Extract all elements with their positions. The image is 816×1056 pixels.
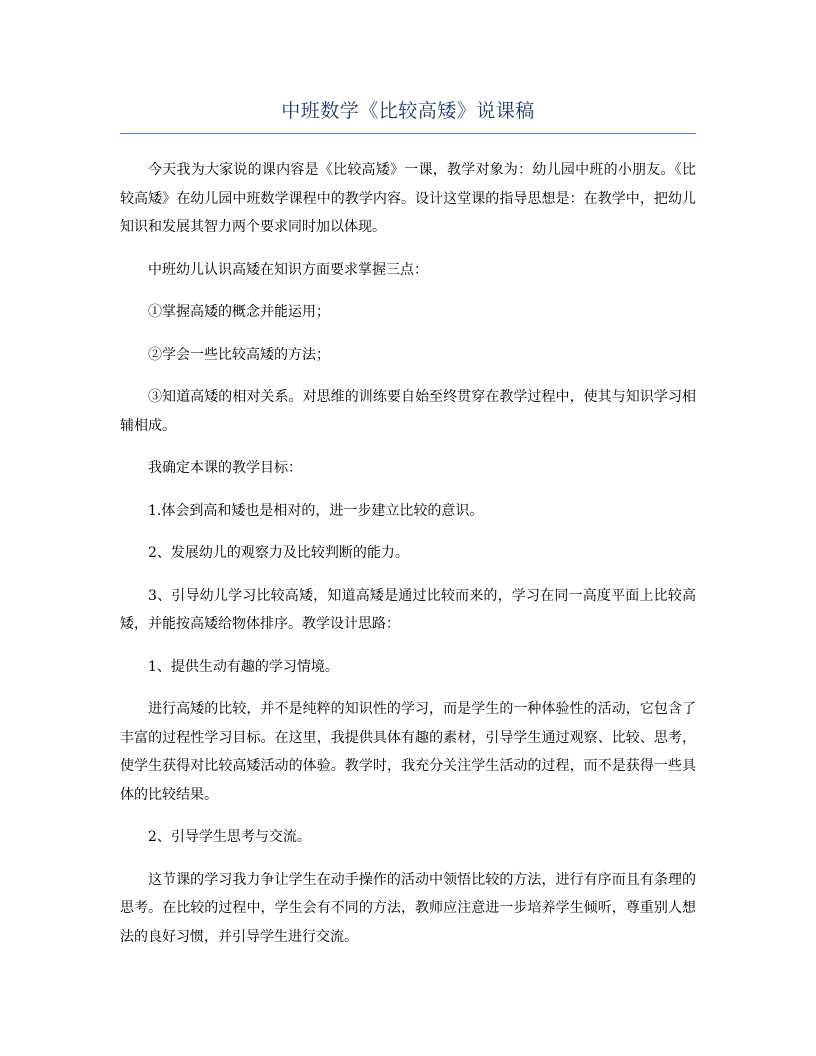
document-body <box>120 156 696 965</box>
paragraph-intro: 今天我为大家说的课内容是《比较高矮》一课，教学对象为：幼儿园中班的小朋友。《比较高矮》在幼儿园中班数学课程中的教学内容。设计这堂课的指导思想是：在教学中，把幼儿知识和发展其智力两个要求同时加以体现。 <box>120 162 696 235</box>
title-divider <box>120 133 696 134</box>
paragraph-design-1-body: 进行高矮的比较，并不是纯粹的知识性的学习，而是学生的一种体验性的活动，它包含了丰富的过程性学习目标。在这里，我提供具体有趣的素材，引导学生通过观察、比较、思考，使学生获得对比较高矮活动的体验。教学时，我充分关注学生活动的过程，而不是获得一些具体的比较结果。 <box>120 701 696 803</box>
paragraph-goal-1: 1.体会到高和矮也是相对的，进一步建立比较的意识。 <box>148 502 484 519</box>
paragraph-design-2-heading: 2、引导学生思考与交流。 <box>148 829 311 845</box>
paragraph-requirement-2: ②学会一些比较高矮的方法； <box>148 346 330 363</box>
paragraph-goal-3: 3、引导幼儿学习比较高矮，知道高矮是通过比较而来的，学习在同一高度平面上比较高矮，并能按高矮给物体排序。教学设计思路： <box>120 587 696 632</box>
paragraph-design-1-heading: 1、提供生动有趣的学习情境。 <box>148 658 339 675</box>
paragraph-requirement-1: ①掌握高矮的概念并能运用； <box>148 304 330 320</box>
paragraph-requirements-heading: 中班幼儿认识高矮在知识方面要求掌握三点： <box>148 261 428 278</box>
paragraph-goal-2: 2、发展幼儿的观察力及比较判断的能力。 <box>148 545 409 561</box>
page-title: 中班数学《比较高矮》说课稿 <box>281 100 535 122</box>
paragraph-design-2-body: 这节课的学习我力争让学生在动手操作的活动中领悟比较的方法，进行有序而且有条理的思考。在比较的过程中，学生会有不同的方法，教师应注意进一步培养学生倾听，尊重别人想法的良好习惯，并引导学生进行交流。 <box>120 871 696 945</box>
paragraph-requirement-3: ③知道高矮的相对关系。对思维的训练要自始至终贯穿在教学过程中，使其与知识学习相辅相成。 <box>120 389 696 434</box>
paragraph-goals-heading: 我确定本课的教学目标： <box>148 460 302 476</box>
